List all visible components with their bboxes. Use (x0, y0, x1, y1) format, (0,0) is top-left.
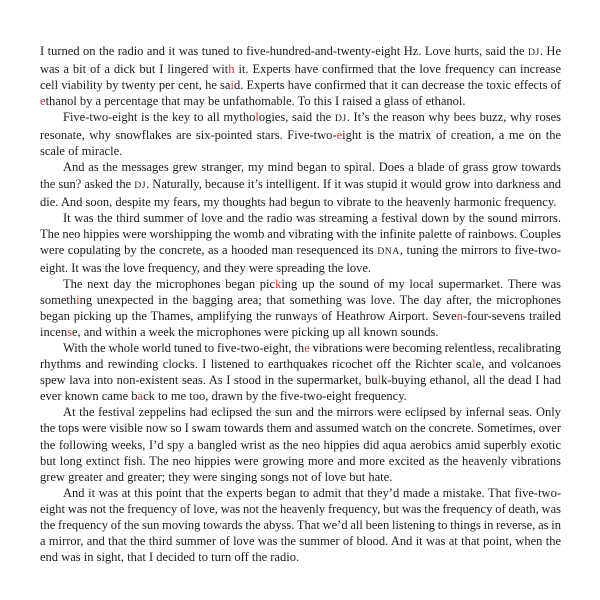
text-line: die. And soon, despite my fears, my thoughts had begun to vibrate to the heavenly harmonic frequency. (40, 194, 557, 209)
highlighted-letter: l (255, 110, 259, 125)
paragraph (40, 210, 561, 276)
text-line: ethanol by a percentage that may be unfathomable. To this I raised a glass of ethanol. (40, 94, 466, 109)
paragraph (40, 340, 561, 404)
text-line: something unexpected in the bagging area; that something was love. The day after, the microphones (40, 292, 561, 307)
highlighted-letter: l (377, 373, 382, 388)
document-page (40, 43, 561, 565)
small-caps-term: DJ (528, 47, 540, 58)
text-line: the sun? asked the DJ. Naturally, because it’s intelligent. If it was stupid it would grow into darkness and (40, 176, 562, 191)
text-line: I turned on the radio and it was tuned to five-hundred-and-twenty-eight Hz. Love hurts, said the DJ. He (40, 44, 561, 58)
text-line: rhythms and rewinding clocks. I listened to earthquakes ricochet off the Richter scale, and volcanoes (40, 357, 561, 372)
text-line: the frequency of the sun moving towards the abyss. That we’d all been listening to things in reverse, as in (40, 517, 561, 532)
text-line: incense, and within a week the microphones were picking up all known sounds. (40, 325, 439, 340)
highlighted-letter: k (275, 276, 282, 291)
highlighted-letter: s (67, 325, 72, 340)
text-line: ever known came back to me too, drawn by the five-two-eight frequency. (40, 389, 407, 404)
text-line: With the whole world tuned to five-two-eight, the vibrations were becoming relentless, recalibrating (63, 341, 561, 356)
text-line: but long extinct fish. The neo hippies were growing more and more excited as the heavenly vibrations (40, 453, 561, 468)
text-line: cell viability by twenty per cent, he said. Experts have confirmed that it can decrease the toxic effects of (40, 78, 561, 93)
text-line: end was in sight, that I decided to turn off the radio. (40, 549, 300, 564)
text-line: At the festival zeppelins had eclipsed the sun and the mirrors were eclipsed by infernal seas. Only (63, 405, 561, 420)
text-line: And it was at this point that the experts began to admit that they’d made a mistake. That five-two- (63, 485, 561, 500)
text-line: And as the messages grew stranger, my mind began to spiral. Does a blade of grass grow towards (63, 160, 561, 175)
small-caps-term: DJ (134, 179, 147, 191)
text-line: the tops were visible now so I swam towards them and assumed watch on the concrete. Sometimes, over (40, 421, 561, 436)
highlighted-letter: e (304, 341, 310, 356)
text-line: grew greater and greater; they were singing songs not of love but hate. (40, 469, 393, 484)
text-line: It was the third summer of love and the radio was streaming a festival down by the sound mirrors. (63, 210, 561, 225)
story-text (40, 43, 561, 565)
text-line: scale of miracle. (40, 144, 123, 159)
text-line: eight was not the frequency of love, was not the heavenly frequency, but was the frequency of death, was (40, 501, 561, 516)
highlighted-letter: i (76, 292, 80, 307)
text-line: the following weeks, I’d spy a bangled wrist as the neo hippies did aqua aerobics amid superbly exotic (40, 437, 561, 452)
text-line: a mirror, and that the third summer of love was the summer of blood. And it was at that point, when the (40, 533, 561, 548)
highlighted-letter: h (228, 62, 235, 77)
highlighted-letter: e (336, 128, 343, 143)
small-caps-term: DNA (377, 245, 400, 257)
small-caps-term: DJ (334, 113, 347, 125)
text-line: spew lava into non-existent seas. As I stood in the supermarket, bulk-buying ethanol, all the dead I had (40, 373, 561, 388)
highlighted-letter: e (40, 94, 46, 109)
text-line: The neo hippies were worshipping the womb and vibrating with the infinite palette of rainbows. Couples (40, 226, 561, 241)
paragraph (40, 276, 561, 340)
text-line: eight. It was the love frequency, and they were spreading the love. (40, 260, 372, 275)
text-line: were copulating by the concrete, as a hooded man resequenced its DNA, tuning the mirrors to five-two- (40, 242, 561, 257)
paragraph (40, 159, 561, 209)
text-line: resonate, why snowflakes are six-pointed stars. Five-two-eight is the matrix of creation, a me on the (40, 128, 561, 143)
paragraph (40, 43, 561, 109)
paragraph (40, 485, 561, 565)
highlighted-letter: n (456, 309, 463, 323)
highlighted-letter: a (137, 389, 144, 404)
text-line: The next day the microphones began picking up the sound of my local supermarket. There was (63, 276, 561, 291)
paragraph (40, 404, 561, 484)
paragraph (40, 109, 561, 159)
text-line: Five-two-eight is the key to all mythologies, said the DJ. It’s the reason why bees buzz, why roses (63, 110, 561, 125)
text-line: was a bit of a dick but I lingered with it. Experts have confirmed that the love frequency can increase (40, 62, 562, 77)
text-line: began picking up the Thames, amplifying the runways of Heathrow Airport. Seven-four-sevens trailed (40, 309, 561, 323)
highlighted-letter: i (230, 78, 234, 93)
highlighted-letter: l (472, 357, 476, 372)
